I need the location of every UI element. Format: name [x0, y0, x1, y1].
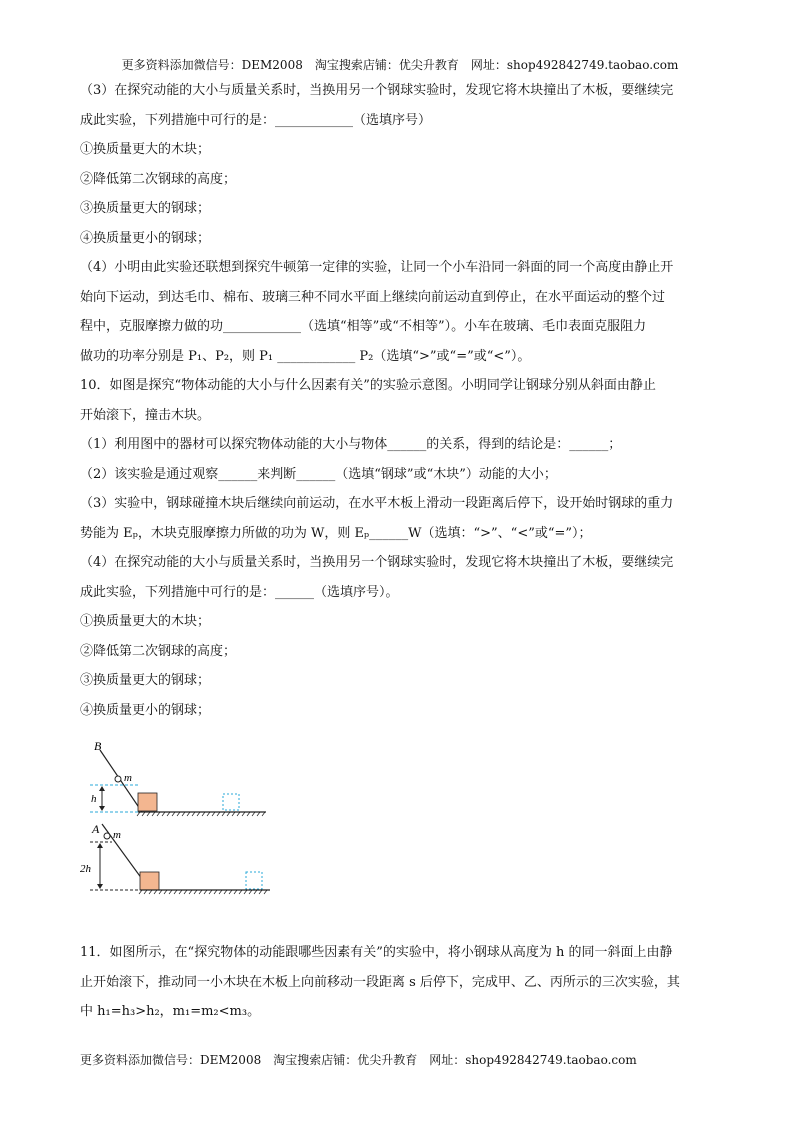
- option-line: ③换质量更大的钢球；: [80, 673, 211, 688]
- option-line: ①换质量更大的木块；: [80, 614, 211, 629]
- text-line: （3）在探究动能的大小与质量关系时，当换用另一个钢球实验时，发现它将木块撞出了木板，要继续完: [80, 83, 674, 98]
- ball-top: [115, 776, 121, 782]
- arrow-head: [97, 884, 103, 889]
- text-line: （4）小明由此实验还联想到探究牛顿第一定律的实验，让同一个小车沿同一斜面的同一个高度由静止开: [80, 260, 674, 275]
- ball-bottom: [104, 833, 110, 839]
- text-line: 中 h₁=h₃>h₂，m₁=m₂<m₃。: [80, 1004, 261, 1019]
- option-line: ④换质量更小的钢球；: [80, 702, 211, 718]
- text-line: 始向下运动，到达毛巾、棉布、玻璃三种不同水平面上继续向前运动直到停止，在水平面运动的整个过: [80, 289, 666, 305]
- page-footer: 更多资料添加微信号：DEM2008 淘宝搜索店铺：优尖升教育 网址：shop492842749.taobao.com: [80, 1053, 637, 1067]
- block-final-top: [223, 794, 239, 810]
- text-line: 开始滚下，撞击木块。: [80, 407, 211, 423]
- text-line: （2）该实验是通过观察______来判断______（选填“钢球”或“木块”）动能的大小；: [80, 466, 557, 482]
- text-line: 止开始滚下，推动同一小木块在木板上向前移动一段距离 s 后停下，完成甲、乙、丙所示的三次实验，其: [80, 974, 680, 990]
- label-a: A: [92, 822, 100, 836]
- text-line: （3）实验中，钢球碰撞木块后继续向前运动，在水平木板上滑动一段距离后停下，设开始时钢球的重力: [80, 496, 674, 511]
- label-2h: 2h: [80, 863, 91, 875]
- question-10-line: 10．如图是探究“物体动能的大小与什么因素有关”的实验示意图。小明同学让钢球分别从斜面由静止: [80, 378, 656, 393]
- text-line: （1）利用图中的器材可以探究物体动能的大小与物体______的关系，得到的结论是：______；: [80, 437, 622, 452]
- wood-block-top: [138, 793, 157, 811]
- block-final-bottom: [246, 872, 262, 889]
- label-h: h: [91, 793, 97, 805]
- label-m-top: m: [124, 772, 132, 784]
- text-line: （4）在探究动能的大小与质量关系时，当换用另一个钢球实验时，发现它将木块撞出了木板，要继续完: [80, 555, 674, 570]
- arrow-head: [99, 786, 105, 791]
- text-line: 成此实验，下列措施中可行的是：____________（选填序号）: [80, 112, 432, 128]
- text-line: 程中，克服摩擦力做的功____________（选填“相等”或“不相等”）。小车在玻璃、毛巾表面克服阻力: [80, 319, 647, 334]
- arrow-head: [99, 806, 105, 811]
- option-line: ④换质量更小的钢球；: [80, 230, 211, 246]
- option-line: ②降低第二次钢球的高度；: [80, 171, 237, 187]
- question-11: [80, 938, 720, 1027]
- text-line: 成此实验，下列措施中可行的是：______（选填序号）。: [80, 584, 399, 600]
- arrow-head: [97, 843, 103, 848]
- option-line: ②降低第二次钢球的高度；: [80, 643, 237, 659]
- label-m-bottom: m: [113, 829, 121, 841]
- content: [80, 76, 720, 725]
- question-11-line: 11．如图所示，在“探究物体的动能跟哪些因素有关”的实验中，将小钢球从高度为 h 的同一斜面上由静: [80, 945, 673, 960]
- incline-experiment-figure: [80, 738, 280, 898]
- label-b: B: [94, 739, 102, 753]
- text-line: 势能为 Eₚ，木块克服摩擦力所做的功为 W，则 Eₚ______W（选填：“>”、“<”或“=”）；: [80, 525, 592, 541]
- incline-top: [100, 750, 142, 812]
- text-line: 做功的功率分别是 P₁、P₂，则 P₁ ____________ P₂（选填“>”或“=”或“<”）。: [80, 348, 531, 364]
- wood-block-bottom: [140, 872, 159, 890]
- option-line: ①换质量更大的木块；: [80, 142, 211, 157]
- option-line: ③换质量更大的钢球；: [80, 201, 211, 216]
- page-header: 更多资料添加微信号：DEM2008 淘宝搜索店铺：优尖升教育 网址：shop492842749.taobao.com: [121, 58, 679, 72]
